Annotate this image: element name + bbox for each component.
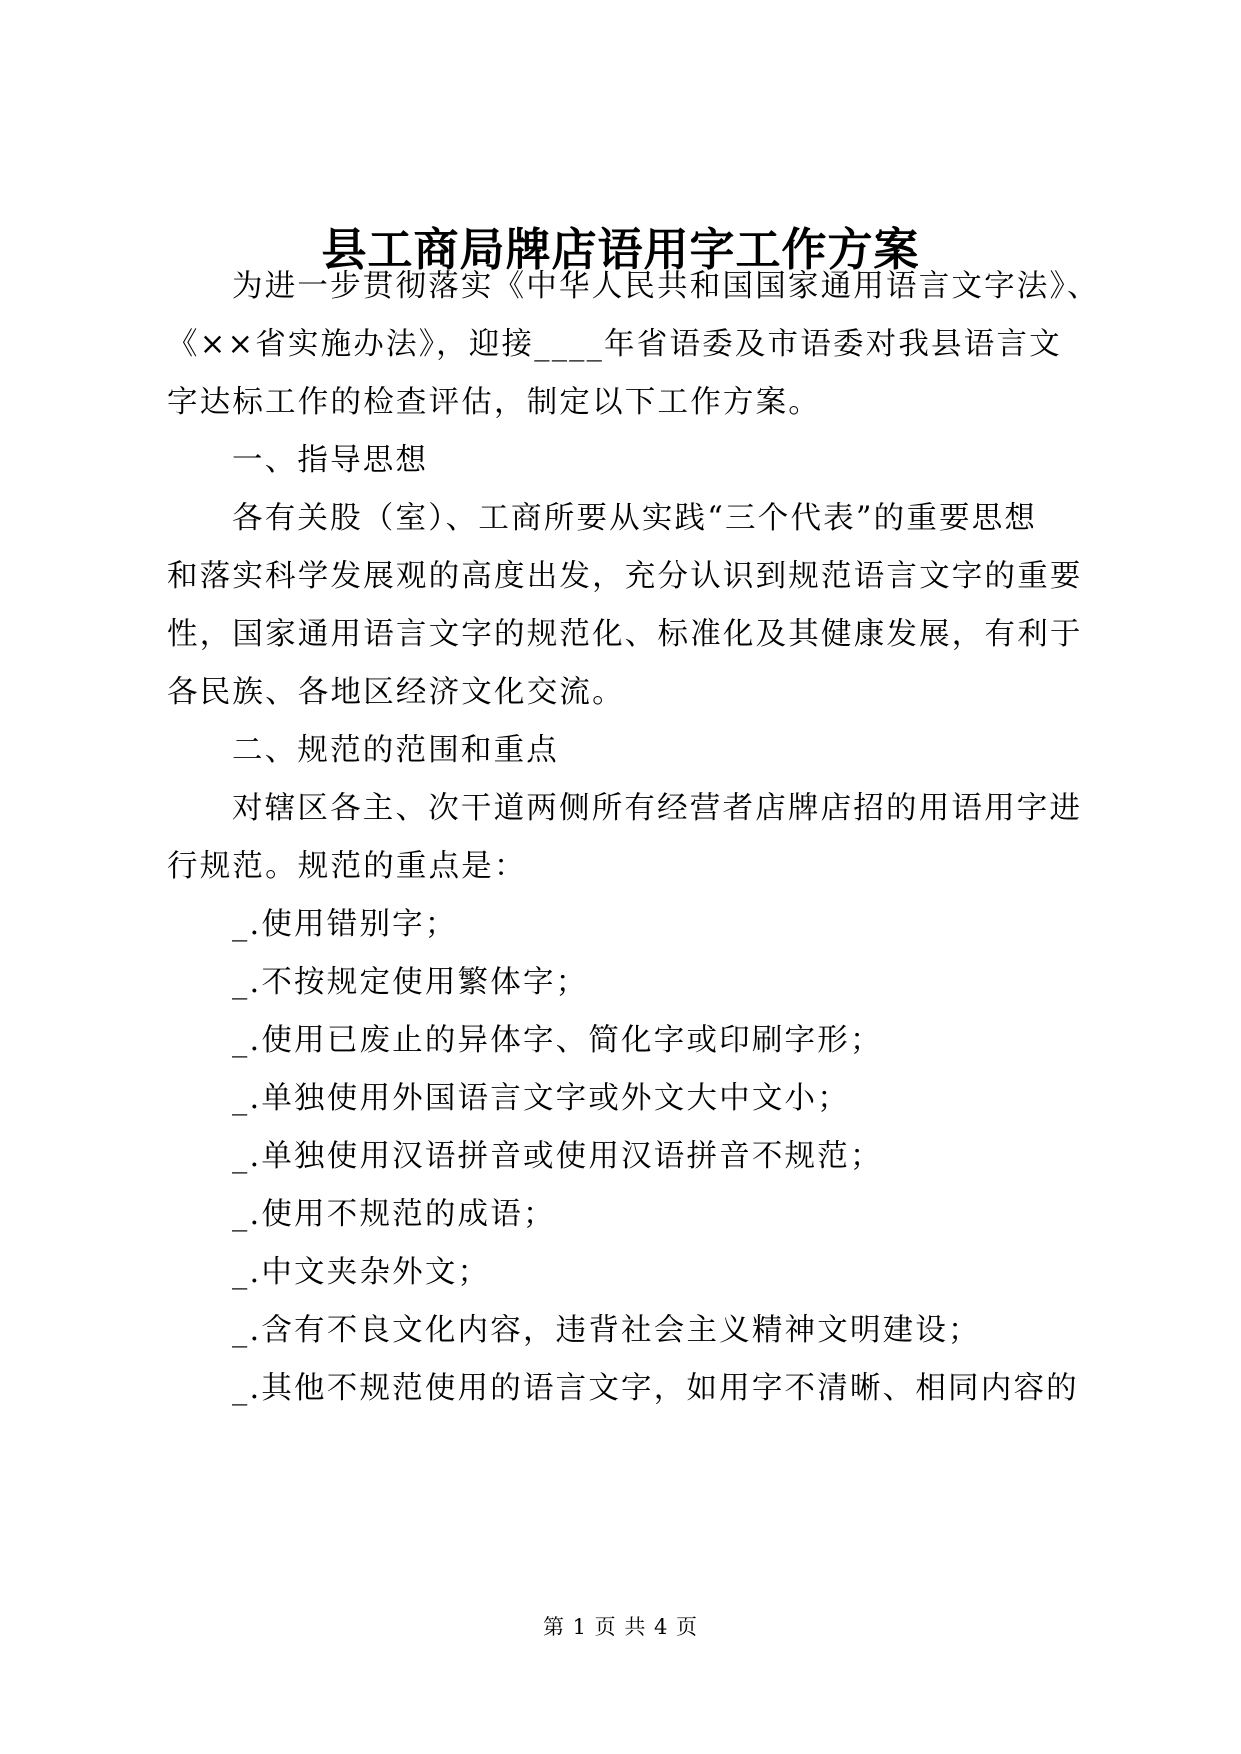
list-item: _.单独使用汉语拼音或使用汉语拼音不规范； — [232, 1139, 883, 1174]
list-item: _.使用已废止的异体字、简化字或印刷字形； — [232, 1023, 883, 1058]
paragraph-line: 性，国家通用语言文字的规范化、标准化及其健康发展，有利于 — [167, 617, 1083, 652]
paragraph-line: 和落实科学发展观的高度出发，充分认识到规范语言文字的重要 — [167, 559, 1083, 594]
list-item: _.其他不规范使用的语言文字，如用字不清晰、相同内容的 — [232, 1371, 1079, 1406]
list-item: _.不按规定使用繁体字； — [232, 965, 589, 1000]
document-title: 县工商局牌店语用字工作方案 — [321, 223, 920, 276]
paragraph-line: 为进一步贯彻落实《中华人民共和国国家通用语言文字法》、 — [232, 269, 1100, 304]
page-footer: 第 1 页 共 4 页 — [542, 1615, 699, 1639]
list-item: _.使用错别字； — [232, 907, 458, 942]
paragraph-line: 字达标工作的检查评估，制定以下工作方案。 — [167, 385, 821, 420]
section-heading: 二、规范的范围和重点 — [232, 733, 559, 768]
list-item: _.使用不规范的成语； — [232, 1197, 556, 1232]
section-heading: 一、指导思想 — [232, 443, 429, 478]
paragraph-line: 各有关股（室）、工商所要从实践“三个代表”的重要思想 — [232, 501, 1038, 536]
list-item: _.单独使用外国语言文字或外文大中文小； — [232, 1081, 850, 1116]
paragraph-line: 《××省实施办法》，迎接____年省语委及市语委对我县语言文 — [167, 327, 1062, 362]
list-item: _.含有不良文化内容，违背社会主义精神文明建设； — [232, 1313, 981, 1348]
paragraph-line: 各民族、各地区经济文化交流。 — [167, 675, 625, 710]
paragraph-line: 行规范。规范的重点是： — [167, 849, 527, 884]
list-item: _.中文夹杂外文； — [232, 1255, 491, 1290]
paragraph-line: 对辖区各主、次干道两侧所有经营者店牌店招的用语用字进 — [232, 791, 1083, 826]
